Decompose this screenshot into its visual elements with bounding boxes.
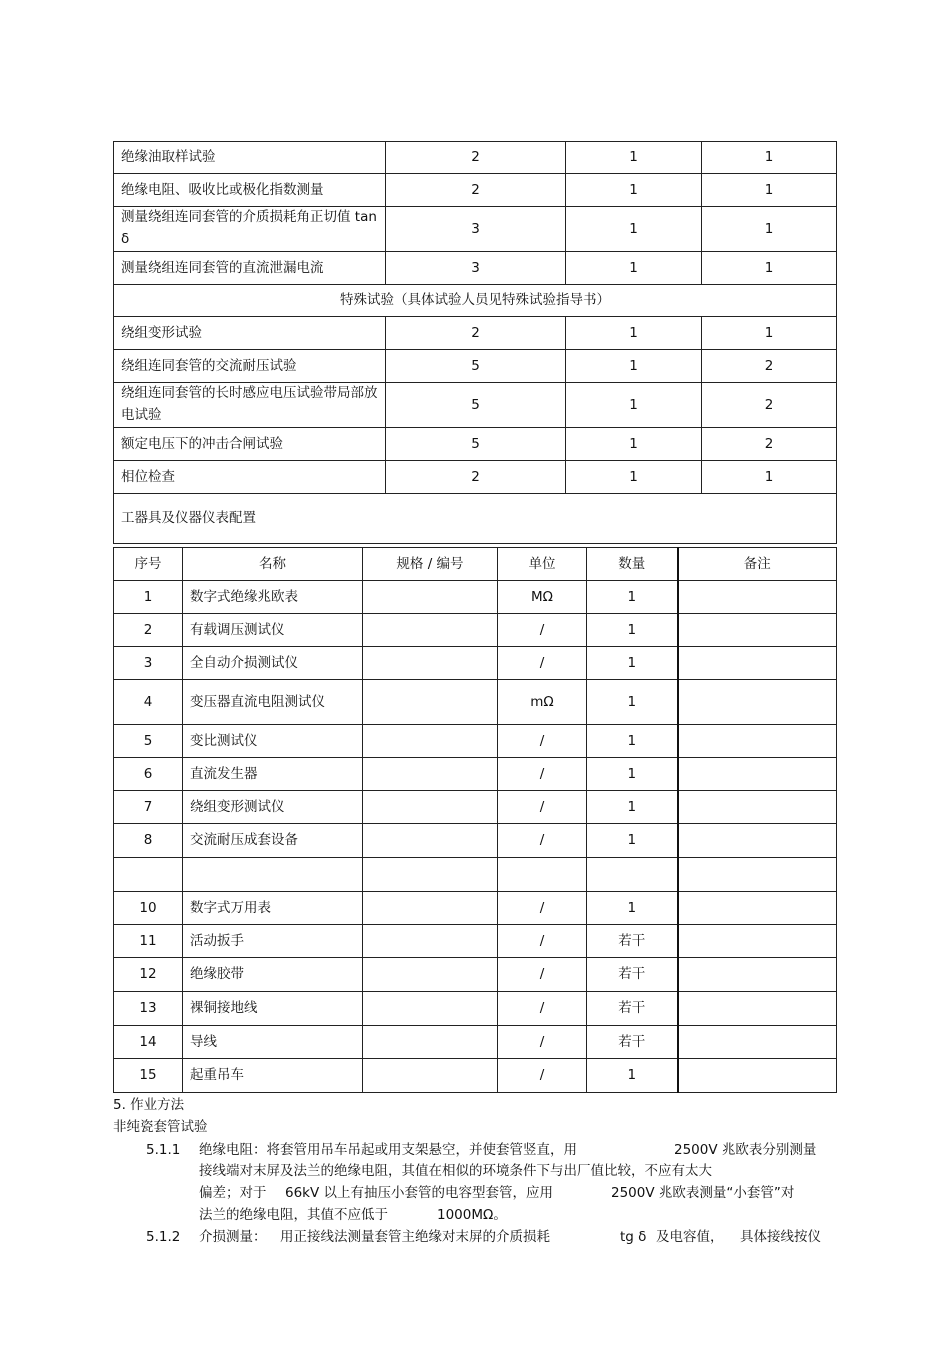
tools-heading: 工器具及仪器仪表配置: [114, 494, 837, 544]
table-header-row: [114, 548, 837, 581]
tool-name: 直流发生器: [183, 758, 363, 791]
cell: 1: [566, 207, 702, 252]
table-row: [114, 791, 837, 824]
test-name: 额定电压下的冲击合闸试验: [114, 428, 386, 461]
cell: 2: [386, 142, 566, 174]
paragraph-text: 及电容值，: [656, 1229, 724, 1245]
tool-note: [678, 958, 837, 992]
tool-qty: 若干: [587, 925, 678, 958]
tool-unit: /: [498, 614, 587, 647]
header-spec: 规格 / 编号: [363, 548, 498, 581]
table-row: [114, 428, 837, 461]
cell: 2: [702, 350, 837, 383]
table-row: [114, 461, 837, 494]
tool-name: 绝缘胶带: [183, 958, 363, 992]
tool-qty: [587, 858, 678, 892]
table-row: [114, 647, 837, 680]
cell: 1: [566, 142, 702, 174]
tool-qty: 1: [587, 725, 678, 758]
paragraph-text: 具体接线按仪: [740, 1229, 821, 1245]
test-name: 绝缘油取样试验: [114, 142, 386, 174]
tool-qty: 1: [587, 1059, 678, 1093]
tool-name: 裸铜接地线: [183, 992, 363, 1026]
tool-unit: /: [498, 892, 587, 925]
paragraph-number: 5.1.2: [146, 1229, 181, 1245]
tool-note: [678, 680, 837, 725]
paragraph-text: 介损测量：: [199, 1229, 267, 1245]
paragraph-text: 1000MΩ。: [437, 1207, 507, 1223]
cell: 5: [386, 428, 566, 461]
tool-spec: [363, 758, 498, 791]
tool-no: 8: [114, 824, 183, 858]
table-row: [114, 858, 837, 892]
table-row: [114, 758, 837, 791]
tool-note: [678, 1026, 837, 1059]
tool-no: 6: [114, 758, 183, 791]
tool-name: 数字式万用表: [183, 892, 363, 925]
cell: 5: [386, 350, 566, 383]
tool-name: 全自动介损测试仪: [183, 647, 363, 680]
table-row: [114, 892, 837, 925]
tool-note: [678, 614, 837, 647]
tool-no: 10: [114, 892, 183, 925]
table-row: [114, 725, 837, 758]
tool-qty: 1: [587, 680, 678, 725]
header-name: 名称: [183, 548, 363, 581]
tool-qty: 1: [587, 791, 678, 824]
cell: 1: [566, 317, 702, 350]
table-row: [114, 350, 837, 383]
tool-spec: [363, 1026, 498, 1059]
special-tests-heading: 特殊试验（具体试验人员见特殊试验指导书）: [114, 285, 837, 317]
tool-spec: [363, 925, 498, 958]
tool-spec: [363, 614, 498, 647]
tool-unit: [498, 858, 587, 892]
table-row: [114, 1026, 837, 1059]
tool-spec: [363, 824, 498, 858]
tool-no: 1: [114, 581, 183, 614]
cell: 1: [566, 252, 702, 285]
paragraph-text: 2500V 兆欧表测量“小套管”对: [611, 1185, 795, 1201]
tool-unit: /: [498, 725, 587, 758]
table-row: [114, 317, 837, 350]
tool-note: [678, 791, 837, 824]
tools-table: [113, 547, 837, 1093]
cell: 1: [566, 461, 702, 494]
tool-no: 11: [114, 925, 183, 958]
tool-note: [678, 992, 837, 1026]
tool-name: 数字式绝缘兆欧表: [183, 581, 363, 614]
tool-note: [678, 647, 837, 680]
tool-name: 变比测试仪: [183, 725, 363, 758]
tool-no: 4: [114, 680, 183, 725]
paragraph-text: 法兰的绝缘电阻，其值不应低于: [199, 1207, 388, 1223]
tool-qty: 若干: [587, 1026, 678, 1059]
tool-name: 绕组变形测试仪: [183, 791, 363, 824]
test-name: 绕组变形试验: [114, 317, 386, 350]
table-row: [114, 824, 837, 858]
tool-spec: [363, 1059, 498, 1093]
paragraph-text: 2500V 兆欧表分别测量: [674, 1142, 817, 1158]
tool-spec: [363, 581, 498, 614]
tool-no: 12: [114, 958, 183, 992]
tool-name: 有载调压测试仪: [183, 614, 363, 647]
table-row: [114, 992, 837, 1026]
table-row: [114, 494, 837, 544]
cell: 1: [566, 383, 702, 428]
table-row: [114, 383, 837, 428]
tool-note: [678, 581, 837, 614]
cell: 1: [566, 350, 702, 383]
paragraph-text: tg δ: [620, 1229, 647, 1245]
paragraph-text: 绝缘电阻：将套管用吊车吊起或用支架悬空，并使套管竖直，用: [199, 1142, 577, 1158]
table-row: [114, 285, 837, 317]
tool-no: 5: [114, 725, 183, 758]
cell: 1: [702, 461, 837, 494]
test-name: 绕组连同套管的交流耐压试验: [114, 350, 386, 383]
cell: 1: [702, 317, 837, 350]
tool-note: [678, 725, 837, 758]
tool-qty: 若干: [587, 992, 678, 1026]
test-name: 绝缘电阻、吸收比或极化指数测量: [114, 174, 386, 207]
tool-qty: 若干: [587, 958, 678, 992]
test-personnel-table: [113, 141, 837, 544]
tool-unit: /: [498, 1026, 587, 1059]
cell: 2: [386, 174, 566, 207]
cell: 2: [702, 383, 837, 428]
tool-unit: MΩ: [498, 581, 587, 614]
tool-unit: /: [498, 791, 587, 824]
cell: 1: [702, 174, 837, 207]
tool-note: [678, 758, 837, 791]
cell: 1: [702, 142, 837, 174]
test-name: 相位检查: [114, 461, 386, 494]
tool-note: [678, 925, 837, 958]
tool-qty: 1: [587, 758, 678, 791]
table-row: [114, 581, 837, 614]
tool-name: 变压器直流电阻测试仪: [183, 680, 363, 725]
tool-name: 起重吊车: [183, 1059, 363, 1093]
tool-unit: /: [498, 992, 587, 1026]
tool-no: 14: [114, 1026, 183, 1059]
tool-note: [678, 824, 837, 858]
tool-qty: 1: [587, 581, 678, 614]
test-name: 测量绕组连同套管的介质损耗角正切值 tan δ: [114, 207, 386, 252]
section-subtitle: 非纯瓷套管试验: [113, 1119, 208, 1135]
tool-name: 活动扳手: [183, 925, 363, 958]
test-name: 测量绕组连同套管的直流泄漏电流: [114, 252, 386, 285]
cell: 1: [566, 428, 702, 461]
cell: 1: [566, 174, 702, 207]
table-row: [114, 680, 837, 725]
tool-name: 导线: [183, 1026, 363, 1059]
tool-spec: [363, 791, 498, 824]
tool-no: 3: [114, 647, 183, 680]
test-name: 绕组连同套管的长时感应电压试验带局部放电试验: [114, 383, 386, 428]
table-row: [114, 614, 837, 647]
tool-name: 交流耐压成套设备: [183, 824, 363, 858]
tool-unit: mΩ: [498, 680, 587, 725]
tool-spec: [363, 858, 498, 892]
paragraph-text: 用正接线法测量套管主绝缘对末屏的介质损耗: [280, 1229, 550, 1245]
table-row: [114, 1059, 837, 1093]
cell: 2: [702, 428, 837, 461]
paragraph-text: 66kV 以上有抽压小套管的电容型套管，应用: [285, 1185, 554, 1201]
tool-qty: 1: [587, 614, 678, 647]
tool-spec: [363, 680, 498, 725]
header-unit: 单位: [498, 548, 587, 581]
table-row: [114, 174, 837, 207]
header-no: 序号: [114, 548, 183, 581]
tool-unit: /: [498, 1059, 587, 1093]
tool-note: [678, 1059, 837, 1093]
tool-no: 13: [114, 992, 183, 1026]
header-note: 备注: [678, 548, 837, 581]
tool-no: 7: [114, 791, 183, 824]
tool-spec: [363, 992, 498, 1026]
cell: 1: [702, 207, 837, 252]
tool-no: 2: [114, 614, 183, 647]
cell: 3: [386, 252, 566, 285]
paragraph-number: 5.1.1: [146, 1142, 181, 1158]
section-title: 5. 作业方法: [113, 1097, 185, 1113]
tool-note: [678, 858, 837, 892]
tool-unit: /: [498, 958, 587, 992]
tool-qty: 1: [587, 647, 678, 680]
paragraph-text: 接线端对末屏及法兰的绝缘电阻，其值在相似的环境条件下与出厂值比较，不应有太大: [199, 1163, 712, 1179]
cell: 3: [386, 207, 566, 252]
tool-unit: /: [498, 925, 587, 958]
header-qty: 数量: [587, 548, 678, 581]
tool-spec: [363, 725, 498, 758]
cell: 5: [386, 383, 566, 428]
table-row: [114, 142, 837, 174]
paragraph-text: 偏差；对于: [199, 1185, 267, 1201]
cell: 2: [386, 317, 566, 350]
tool-note: [678, 892, 837, 925]
table-row: [114, 207, 837, 252]
tool-spec: [363, 958, 498, 992]
cell: 2: [386, 461, 566, 494]
table-row: [114, 958, 837, 992]
tool-no: [114, 858, 183, 892]
tool-unit: /: [498, 758, 587, 791]
tool-name: [183, 858, 363, 892]
tool-unit: /: [498, 824, 587, 858]
tool-no: 15: [114, 1059, 183, 1093]
tool-qty: 1: [587, 892, 678, 925]
table-row: [114, 925, 837, 958]
table-row: [114, 252, 837, 285]
tool-unit: /: [498, 647, 587, 680]
tool-spec: [363, 892, 498, 925]
tool-qty: 1: [587, 824, 678, 858]
cell: 1: [702, 252, 837, 285]
tool-spec: [363, 647, 498, 680]
